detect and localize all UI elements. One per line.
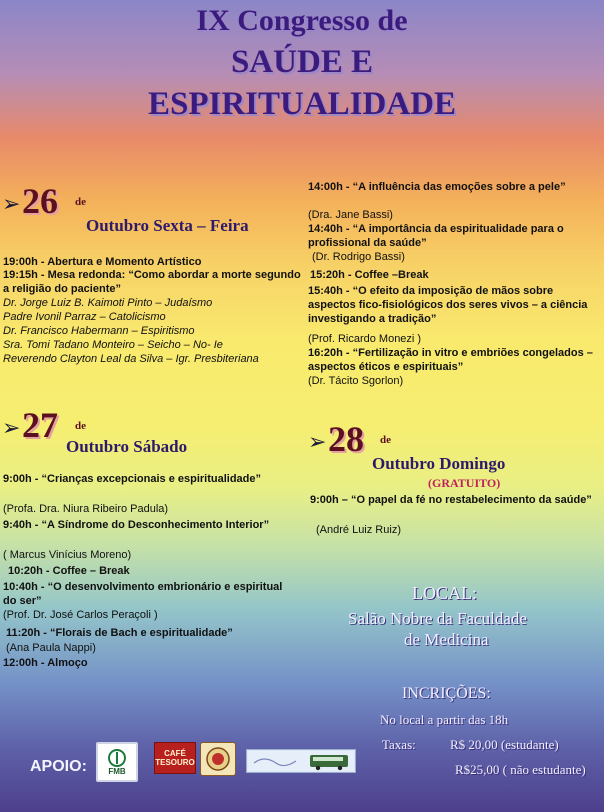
speaker-line: Dr. Francisco Habermann – Espiritismo <box>3 325 195 337</box>
bus-icon <box>248 751 354 771</box>
gratuito-badge: (GRATUITO) <box>428 476 501 490</box>
bus-company-logo <box>246 749 356 773</box>
inscricoes-info: No local a partir das 18h <box>380 712 509 727</box>
schedule-line: 9:00h – “O papel da fé no restabelecimento da saúde” <box>310 494 592 506</box>
speaker-line: (Dr. Rodrigo Bassi) <box>312 251 405 263</box>
schedule-line: 14:00h - “A influência das emoções sobre a pele” <box>308 181 566 193</box>
day-26-de: de <box>75 196 86 208</box>
day-28-number: 28 <box>328 419 364 459</box>
caduceus-icon <box>108 749 126 767</box>
speaker-line: (André Luiz Ruiz) <box>316 524 401 536</box>
day-28-label: Outubro Domingo <box>372 454 506 473</box>
speaker-line: Reverendo Clayton Leal da Silva – Igr. Presbiteriana <box>3 353 259 365</box>
fmb-logo <box>96 742 138 782</box>
speaker-line: (Prof. Ricardo Monezi ) <box>308 333 422 345</box>
taxas-label: Taxas: <box>382 737 416 752</box>
title-line-2: SAÚDE E <box>230 44 374 80</box>
emblem-icon <box>205 746 231 772</box>
day-27-label: Outubro Sábado <box>66 437 188 456</box>
schedule-line: 12:00h - Almoço <box>3 657 88 669</box>
schedule-line: 14:40h - “A importância da espiritualidade para o profissional da saúde” <box>308 223 564 249</box>
day-26-label: Outubro Sexta – Feira <box>86 216 249 235</box>
arrow-icon: ➢ <box>2 416 21 441</box>
schedule-line: 15:20h - Coffee –Break <box>310 269 429 281</box>
speaker-line: (Dra. Jane Bassi) <box>308 209 393 221</box>
day-27-number: 27 <box>22 405 58 445</box>
tesouro-logo-text: TESOURO <box>155 758 195 767</box>
speaker-line: ( Marcus Vinícius Moreno) <box>3 549 132 561</box>
speaker-line: (Profa. Dra. Niura Ribeiro Padula) <box>3 503 169 515</box>
schedule-line: 16:20h - “Fertilização in vitro e embriões congelados – aspectos éticos e espirituais” <box>308 347 593 373</box>
schedule-line: 19:15h - Mesa redonda: “Como abordar a morte segundo a religião do paciente” <box>3 269 301 295</box>
apoio-label: APOIO: <box>30 758 87 775</box>
speaker-line: (Ana Paula Nappi) <box>6 642 96 654</box>
cafe-tesouro-logo <box>154 742 196 774</box>
schedule-line: 11:20h - “Florais de Bach e espiritualidade” <box>6 627 233 639</box>
schedule-line: 10:40h - “O desenvolvimento embrionário e espiritual do ser” <box>3 581 283 607</box>
inscricoes-title: INCRIÇÕES: <box>402 685 491 702</box>
speaker-line: Dr. Jorge Luiz B. Kaimoti Pinto – Judaísmo <box>3 297 213 309</box>
title-line-1: IX Congresso de <box>196 4 408 37</box>
cafe-logo-text: CAFÉ <box>164 749 186 758</box>
arrow-icon: ➢ <box>2 192 21 217</box>
price-student: R$ 20,00 (estudante) <box>450 737 559 752</box>
local-line-1: Salão Nobre da Faculdade <box>348 609 527 628</box>
arrow-icon: ➢ <box>308 430 327 455</box>
title-line-3: ESPIRITUALIDADE <box>147 86 457 122</box>
emporio-logo <box>200 742 236 776</box>
schedule-line: 15:40h - “O efeito da imposição de mãos sobre aspectos fico-fisiológicos dos seres vivos – a ciência investigando a tradição” <box>308 285 588 325</box>
schedule-line: 10:20h - Coffee – Break <box>8 565 130 577</box>
schedule-line: 9:00h - “Crianças excepcionais e espiritualidade” <box>3 473 261 485</box>
day-28-de: de <box>380 434 391 446</box>
speaker-line: Padre Ivonil Parraz – Catolicismo <box>3 311 166 323</box>
speaker-line: (Dr. Tácito Sgorlon) <box>308 375 404 387</box>
local-title: LOCAL: <box>412 583 477 603</box>
price-non-student: R$25,00 ( não estudante) <box>455 762 586 777</box>
local-line-2: de Medicina <box>404 630 489 649</box>
schedule-line: 9:40h - “A Síndrome do Desconhecimento Interior” <box>3 519 270 531</box>
speaker-line: (Prof. Dr. José Carlos Peraçoli ) <box>3 609 158 621</box>
day-26-number: 26 <box>22 181 58 221</box>
schedule-line: 19:00h - Abertura e Momento Artístico <box>3 256 202 268</box>
day-27-de: de <box>75 420 86 432</box>
fmb-logo-text: FMB <box>108 766 126 776</box>
speaker-line: Sra. Tomi Tadano Monteiro – Seicho – No- Ie <box>3 339 223 351</box>
